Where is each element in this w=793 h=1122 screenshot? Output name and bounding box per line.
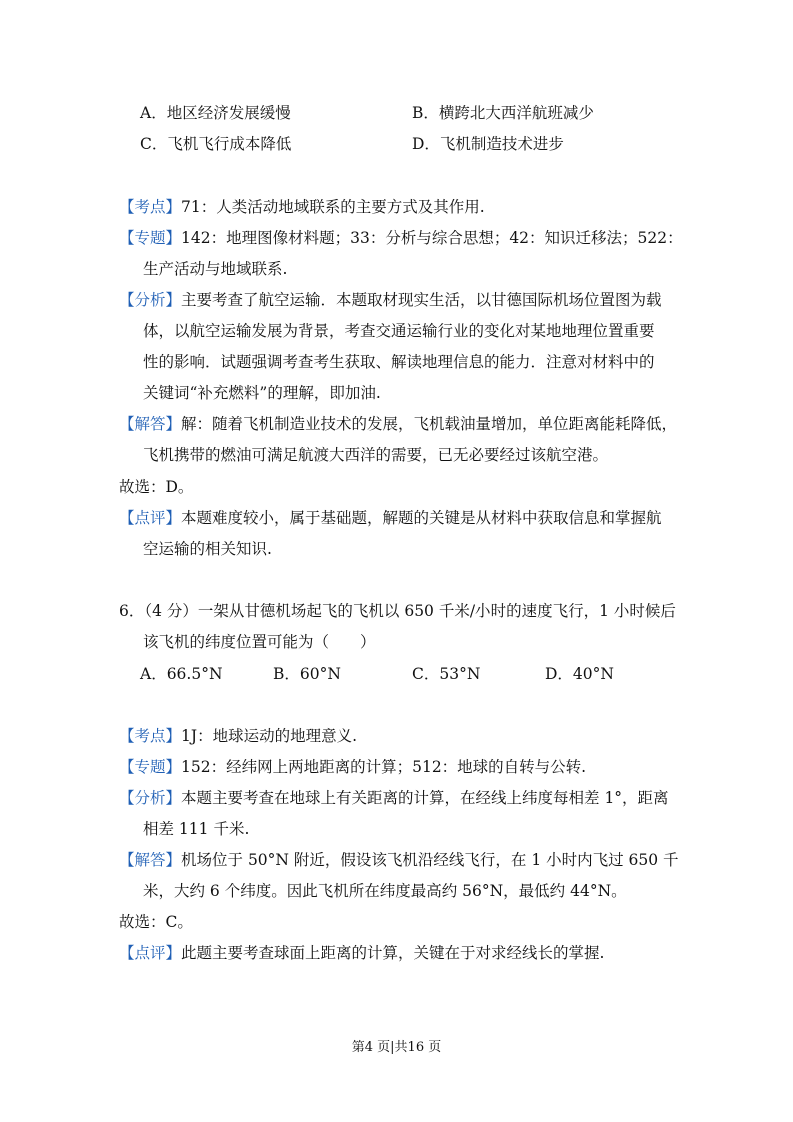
q6-fenxi-line2: 相差 111 千米. xyxy=(143,820,250,838)
q6-option-a: A．66.5°N xyxy=(140,665,223,683)
q5-jieda-tag: 【解答】 xyxy=(119,415,182,433)
q5-dianping-line2: 空运输的相关知识. xyxy=(143,540,272,558)
q5-zhuanti xyxy=(119,228,683,248)
q6-dianping-tag: 【点评】 xyxy=(119,944,182,962)
q6-option-c: C．53°N xyxy=(412,665,481,683)
q6-answer: 故选：C。 xyxy=(119,913,193,931)
q5-fenxi-line2: 体，以航空运输发展为背景，考查交通运输行业的变化对某地地理位置重要 xyxy=(143,322,655,340)
q6-jieda-line2: 米，大约 6 个纬度。因此飞机所在纬度最高约 56°N，最低约 44°N。 xyxy=(143,882,627,900)
q6-jieda-line1: 机场位于 50°N 附近，假设该飞机沿经线飞行，在 1 小时内飞过 650 千 xyxy=(181,851,679,869)
q6-stem-line1: 6．（4 分）一架从甘德机场起飞的飞机以 650 千米/小时的速度飞行，1 小时候后 xyxy=(119,602,676,620)
q6-kaodian-tag: 【考点】 xyxy=(119,727,182,745)
q6-fenxi-tag: 【分析】 xyxy=(119,789,182,807)
q6-dianping-text: 此题主要考查球面上距离的计算，关键在于对求经线长的掌握. xyxy=(181,944,605,962)
q5-fenxi-line4: 关键词“补充燃料”的理解，即加油. xyxy=(143,384,381,402)
q6-jieda-tag: 【解答】 xyxy=(119,851,182,869)
q6-jieda xyxy=(119,850,679,870)
q5-jieda xyxy=(119,414,677,434)
q6-kaodian-text: 1J：地球运动的地理意义. xyxy=(181,727,358,745)
q5-option-a: A．地区经济发展缓慢 xyxy=(140,104,291,122)
page-footer: 第4 页|共16 页 xyxy=(351,1040,442,1055)
q6-option-b: B．60°N xyxy=(273,665,341,683)
q5-fenxi-tag: 【分析】 xyxy=(119,291,182,309)
q5-fenxi xyxy=(119,290,662,310)
q5-zhuanti-line1: 142：地理图像材料题；33：分析与综合思想；42：知识迁移法；522： xyxy=(181,229,683,247)
q6-option-d: D．40°N xyxy=(545,665,614,683)
q6-stem-line2: 该飞机的纬度位置可能为（ ） xyxy=(143,633,376,651)
q6-zhuanti-text: 152：经纬网上两地距离的计算；512：地球的自转与公转. xyxy=(181,758,587,776)
q5-zhuanti-line2: 生产活动与地域联系. xyxy=(143,260,288,278)
q5-zhuanti-tag: 【专题】 xyxy=(119,229,182,247)
q6-fenxi xyxy=(119,788,669,808)
q5-kaodian-text: 71：人类活动地域联系的主要方式及其作用. xyxy=(181,198,485,216)
q5-answer: 故选：D。 xyxy=(119,478,194,496)
q6-zhuanti-tag: 【专题】 xyxy=(119,758,182,776)
q5-fenxi-line3: 性的影响．试题强调考查考生获取、解读地理信息的能力．注意对材料中的 xyxy=(143,353,655,371)
q5-kaodian-tag: 【考点】 xyxy=(119,198,182,216)
q6-fenxi-line1: 本题主要考查在地球上有关距离的计算，在经线上纬度每相差 1°，距离 xyxy=(181,789,669,807)
q5-option-c: C．飞机飞行成本降低 xyxy=(140,135,292,153)
q5-option-d: D．飞机制造技术进步 xyxy=(412,135,564,153)
q5-jieda-line1: 解：随着飞机制造业技术的发展，飞机载油量增加，单位距离能耗降低， xyxy=(181,415,678,433)
q5-kaodian xyxy=(119,197,485,217)
q5-fenxi-line1: 主要考查了航空运输．本题取材现实生活，以甘德国际机场位置图为载 xyxy=(181,291,662,309)
q5-dianping xyxy=(119,508,662,528)
q5-dianping-tag: 【点评】 xyxy=(119,509,182,527)
q6-zhuanti xyxy=(119,757,586,777)
q6-dianping xyxy=(119,943,604,963)
q5-option-b: B．横跨北大西洋航班减少 xyxy=(412,104,594,122)
q5-jieda-line2: 飞机携带的燃油可满足航渡大西洋的需要，已无必要经过该航空港。 xyxy=(143,446,609,464)
q5-dianping-line1: 本题难度较小，属于基础题，解题的关键是从材料中获取信息和掌握航 xyxy=(181,509,662,527)
q6-kaodian xyxy=(119,726,357,746)
